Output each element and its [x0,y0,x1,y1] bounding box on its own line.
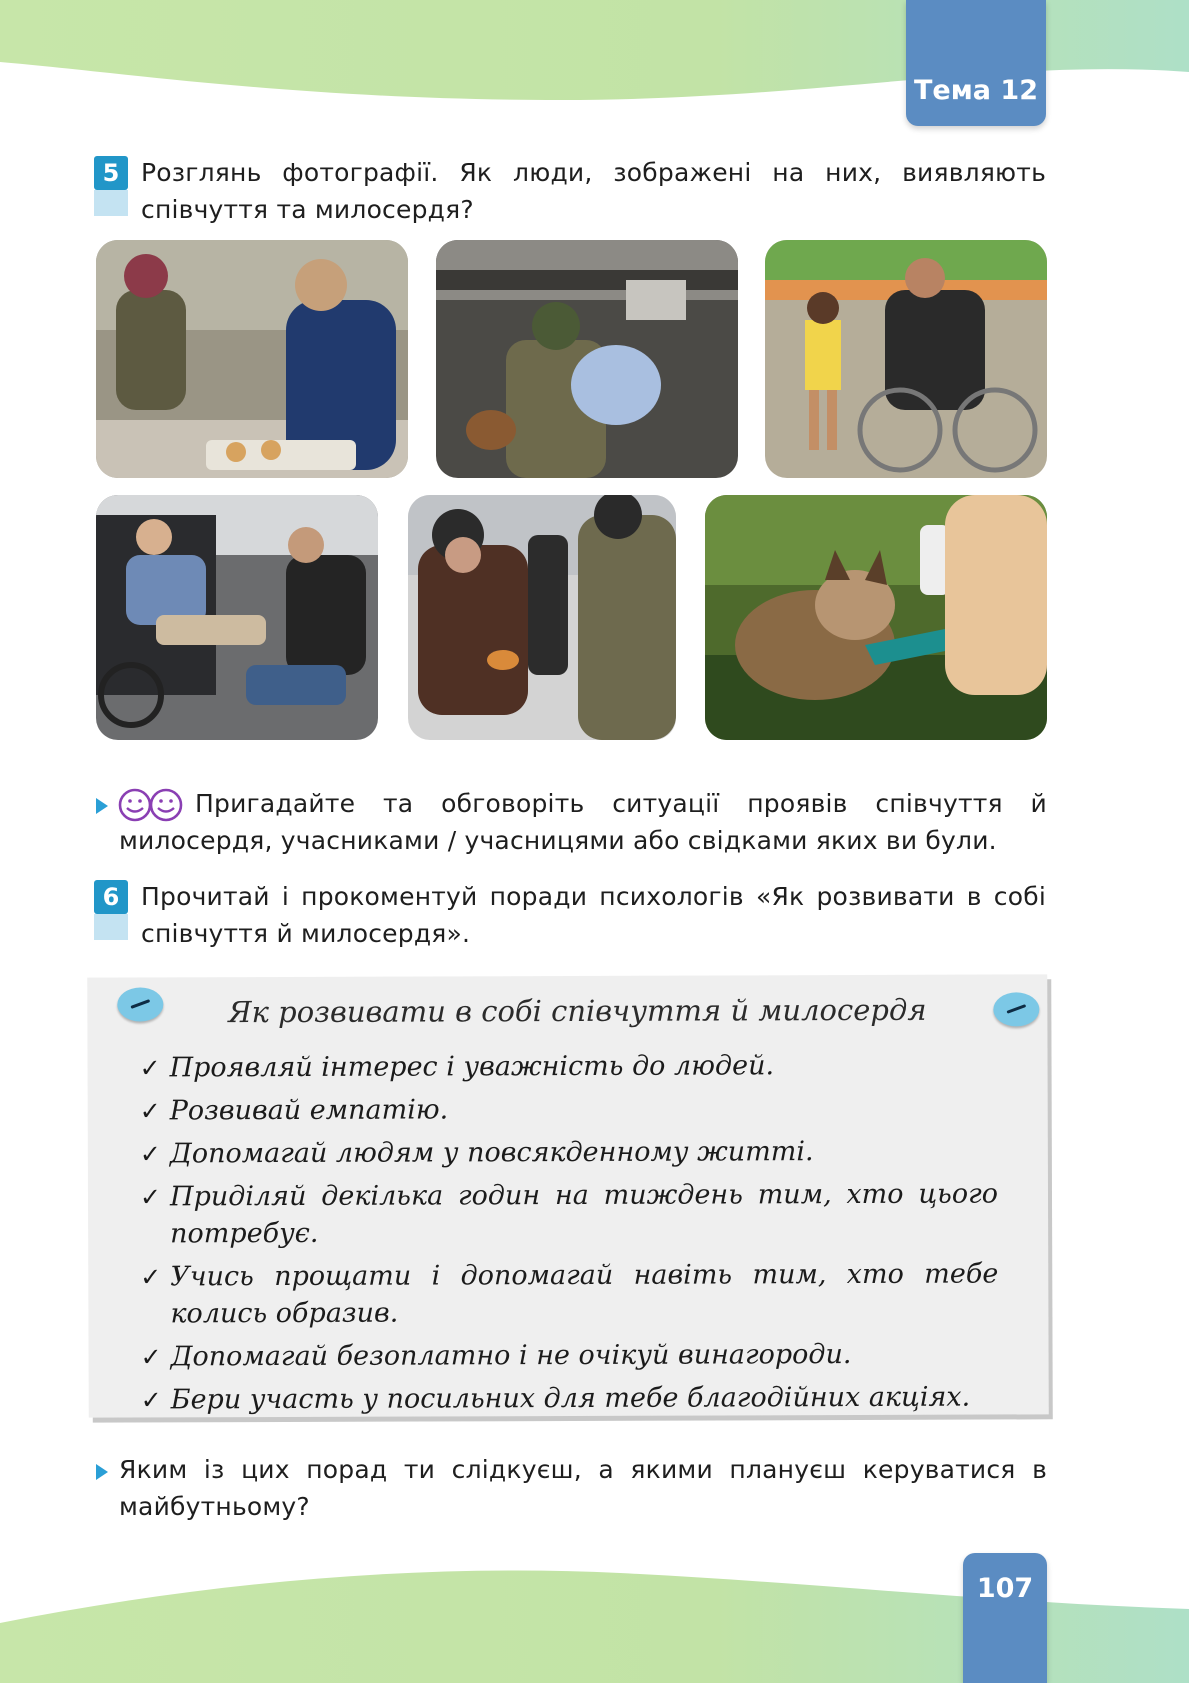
photo-elderly-car-wheelchair [96,495,378,740]
tip-item: ✓ Проявляй інтерес і уважність до людей. [139,1046,997,1086]
task-6-text: Прочитай і прокоментуй поради психологів «Як розвивати в собі співчуття й милосердя». [141,882,1046,948]
bullet-arrow [96,1464,108,1480]
check-icon: ✓ [139,1096,161,1126]
tip-item: ✓ Розвивай емпатію. [140,1089,998,1129]
task-5-text: Розглянь фотографії. Як люди, зображені на них, виявляють співчуття та милосердя? [141,158,1046,224]
photo-girl-wheelchair [765,240,1047,478]
tip-item: ✓ Приділяй декілька годин на тиждень тим, хто цього потребує. [139,1178,999,1250]
check-icon: ✓ [140,1262,162,1292]
tip-item: ✓ Учись прощати і допомагай навіть тим, хто тебе колись образив. [140,1258,999,1330]
task-5-badge [94,156,128,216]
check-icon: ✓ [139,1182,162,1212]
tip-item: ✓ Допомагай людям у повсякденному житті. [140,1132,998,1172]
tip-item: ✓ Допомагай безоплатно і не очікуй винагороди. [140,1335,998,1375]
photo-homeless-bread [408,495,676,740]
tips-list [139,1046,998,1424]
question-text: Яким із цих порад ти слідкуєш, а якими плануєш керуватися в майбутньому? [119,1455,1047,1521]
topic-label: Тема 12 [914,75,1038,106]
bullet-arrow [96,798,108,814]
tip-item: ✓ Бери участь у посильних для тебе благодійних акціях. [141,1378,999,1418]
page-number: 107 [976,1573,1034,1604]
photo-volunteers-food [96,240,408,478]
topic-tab [906,0,1046,126]
discussion-text: Пригадайте та обговоріть ситуації проявів співчуття й милосердя, учасниками / учасницями або свідками яких ви були. [119,789,1047,855]
photo-soldier-baby [436,240,738,478]
task-6-number: 6 [94,880,128,914]
page-number-tab [963,1553,1047,1683]
tips-card [87,974,1049,1417]
task-5-number: 5 [94,156,128,190]
check-icon: ✓ [139,1139,161,1169]
check-icon: ✓ [140,1385,162,1415]
photo-dog-water [705,495,1047,740]
check-icon: ✓ [140,1342,162,1372]
check-icon: ✓ [139,1053,161,1083]
tips-title: Як розвивати в собі співчуття й милосердя [228,992,927,1030]
task-6-badge [94,880,128,940]
